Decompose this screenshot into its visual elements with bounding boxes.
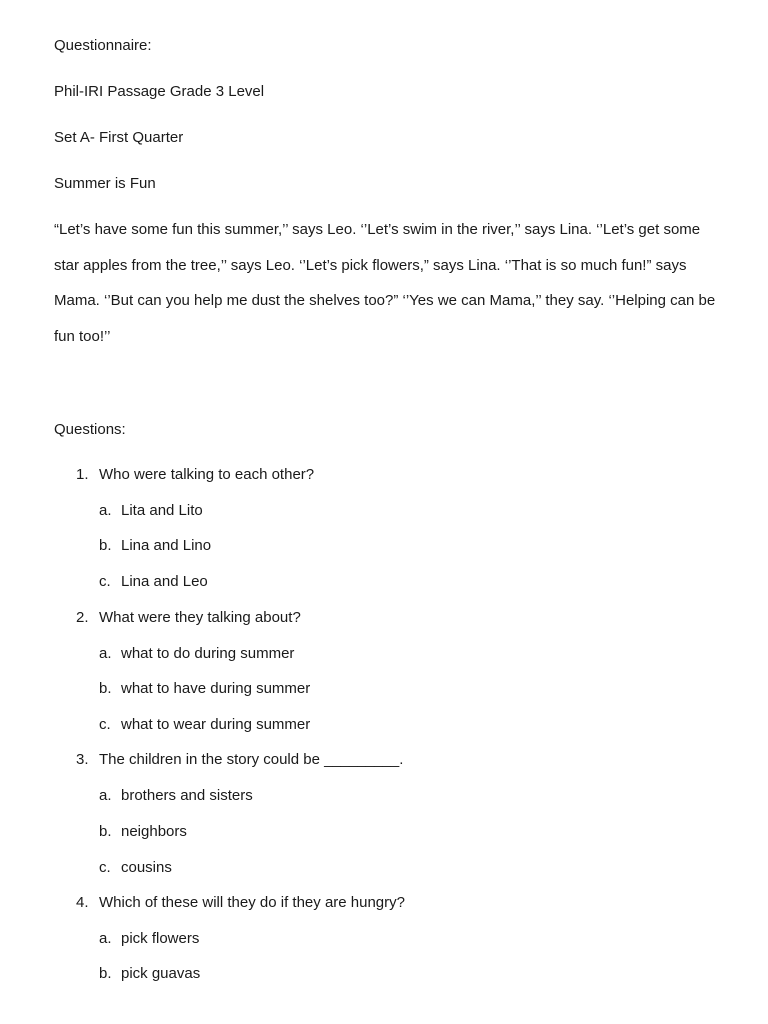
question-number: 2. [76, 609, 89, 626]
option-letter: b. [99, 537, 112, 554]
option-text: pick guavas [121, 965, 201, 982]
option-letter: a. [99, 787, 112, 804]
question-number: 3. [76, 751, 89, 768]
passage-line: fun too!’’ [54, 328, 111, 345]
option-text: pick flowers [121, 930, 200, 947]
document-heading: Questionnaire: [54, 37, 152, 54]
option-text: what to do during summer [121, 645, 295, 662]
passage-set: Set A- First Quarter [54, 129, 184, 146]
question-text: What were they talking about? [99, 609, 301, 626]
option-text: what to wear during summer [121, 716, 311, 733]
option-text: cousins [121, 859, 172, 876]
passage-line: star apples from the tree,’’ says Leo. ‘’Let’s pick flowers,” says Lina. ‘’That is so much fun!” says [54, 257, 687, 274]
passage-level: Phil-IRI Passage Grade 3 Level [54, 83, 265, 100]
option-letter: b. [99, 823, 112, 840]
question-text: Which of these will they do if they are hungry? [99, 894, 405, 911]
passage-line: Mama. ‘’But can you help me dust the shelves too?” ‘’Yes we can Mama,’’ they say. ‘’Helping can be [54, 292, 716, 309]
option-letter: b. [99, 965, 112, 982]
option-letter: a. [99, 502, 112, 519]
option-text: Lina and Leo [121, 573, 208, 590]
option-text: neighbors [121, 823, 187, 840]
option-letter: c. [99, 716, 111, 733]
option-letter: c. [99, 859, 111, 876]
option-letter: c. [99, 573, 111, 590]
option-text: what to have during summer [121, 680, 311, 697]
option-text: Lita and Lito [121, 502, 203, 519]
question-text: The children in the story could be _________. [99, 751, 404, 768]
question-text: Who were talking to each other? [99, 466, 315, 483]
option-text: brothers and sisters [121, 787, 253, 804]
question-number: 1. [76, 466, 89, 483]
story-title: Summer is Fun [54, 175, 156, 192]
option-text: Lina and Lino [121, 537, 212, 554]
questions-heading: Questions: [54, 421, 126, 438]
option-letter: a. [99, 930, 112, 947]
passage-line: “Let’s have some fun this summer,’’ says Leo. ‘’Let’s swim in the river,’’ says Lina. ‘’Let’s get some [54, 221, 701, 238]
option-letter: b. [99, 680, 112, 697]
option-letter: a. [99, 645, 112, 662]
question-number: 4. [76, 894, 89, 911]
